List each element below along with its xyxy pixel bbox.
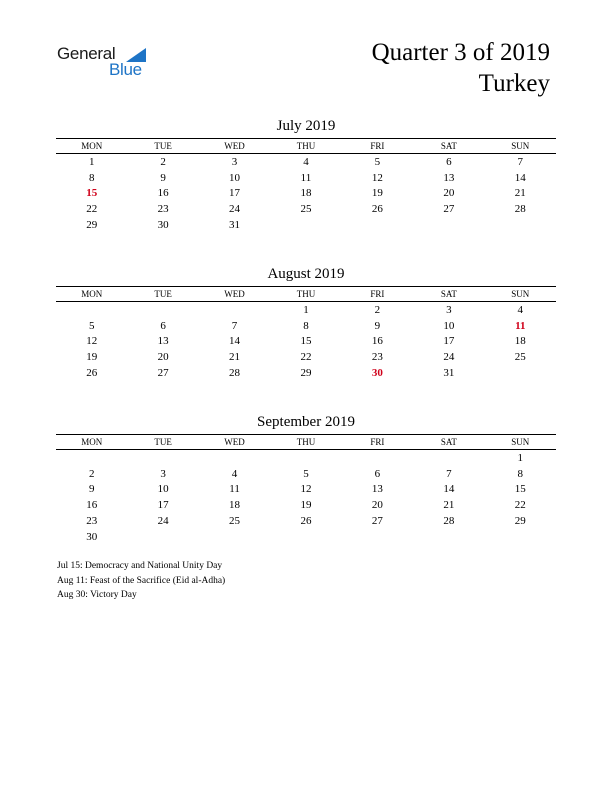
day-cell (342, 450, 413, 466)
month-block-august (56, 265, 556, 381)
day-cell (342, 529, 413, 545)
week-row (56, 513, 556, 529)
day-cell: 5 (303, 467, 309, 480)
weekday-header: SUN (485, 287, 556, 302)
day-cell: 4 (303, 155, 309, 168)
day-cell: 25 (514, 351, 526, 364)
day-cell: 6 (160, 319, 166, 332)
day-cell: 31 (443, 367, 455, 380)
day-cell: 16 (371, 335, 383, 348)
day-cell (413, 529, 484, 545)
weekday-header: MON (56, 435, 127, 450)
weekday-header: FRI (342, 139, 413, 154)
weekday-header: TUE (127, 287, 198, 302)
day-cell: 11 (300, 171, 312, 184)
holiday-notes (57, 559, 225, 603)
day-cell: 2 (160, 155, 166, 168)
day-cell: 23 (371, 351, 383, 364)
week-row (56, 170, 556, 186)
month-block-july (56, 117, 556, 233)
day-cell: 20 (443, 187, 455, 200)
logo-general-text: General (57, 44, 116, 63)
day-cell: 27 (157, 367, 169, 380)
weekday-header: SAT (413, 435, 484, 450)
month-block-september (56, 413, 556, 545)
day-cell: 19 (371, 187, 383, 200)
day-cell: 18 (229, 499, 241, 512)
day-cell: 30 (86, 530, 98, 543)
day-cell: 23 (86, 515, 98, 528)
day-cell: 7 (231, 319, 238, 332)
day-cell: 22 (514, 499, 526, 512)
day-cell: 2 (88, 467, 95, 480)
page-title-country: Turkey (478, 70, 550, 97)
day-cell (270, 529, 341, 545)
day-cell: 17 (157, 499, 169, 512)
day-cell: 10 (443, 319, 455, 332)
week-row (56, 482, 556, 498)
day-cell: 12 (86, 335, 98, 348)
day-cell: 14 (443, 483, 455, 496)
day-cell: 18 (514, 335, 526, 348)
day-cell (127, 450, 198, 466)
holiday-note: Jul 15: Democracy and National Unity Day (57, 561, 223, 571)
day-cell (485, 529, 556, 545)
day-cell: 19 (86, 351, 98, 364)
week-row (56, 349, 556, 365)
day-cell (485, 217, 556, 233)
day-cell: 11 (229, 483, 240, 496)
day-cell: 16 (157, 187, 169, 200)
logo-blue-text: Blue (109, 60, 142, 79)
day-cell: 21 (514, 187, 526, 200)
weekday-header: THU (270, 435, 341, 450)
weekday-header: TUE (127, 139, 198, 154)
day-cell: 25 (300, 203, 312, 216)
day-cell: 12 (371, 171, 383, 184)
weekday-header: MON (56, 139, 127, 154)
weekday-header: THU (270, 287, 341, 302)
month-title: July 2019 (276, 118, 336, 134)
day-cell: 14 (229, 335, 241, 348)
day-cell: 13 (443, 171, 455, 184)
week-row (56, 154, 556, 170)
logo (57, 44, 177, 84)
day-cell: 19 (300, 499, 312, 512)
day-cell: 24 (443, 351, 455, 364)
day-cell: 4 (517, 303, 524, 316)
weekday-header: MON (56, 287, 127, 302)
day-cell (199, 450, 270, 466)
weekday-header: FRI (342, 287, 413, 302)
day-cell: 26 (371, 203, 383, 216)
day-cell: 27 (371, 515, 383, 528)
day-cell (342, 217, 413, 233)
day-cell: 5 (374, 155, 381, 168)
week-row (56, 365, 556, 381)
weekday-header: WED (199, 139, 270, 154)
day-cell: 28 (514, 203, 526, 216)
day-cell: 21 (443, 499, 455, 512)
week-row (56, 186, 556, 202)
holiday-day-cell: 15 (86, 187, 98, 200)
day-cell: 29 (300, 367, 312, 380)
day-cell (199, 302, 270, 318)
day-cell: 17 (229, 187, 241, 200)
day-cell (413, 217, 484, 233)
weekday-header-row (56, 287, 556, 302)
day-cell: 9 (374, 319, 381, 332)
day-cell: 28 (229, 367, 241, 380)
page-title-quarter: Quarter 3 of 2019 (371, 39, 550, 66)
day-cell: 27 (443, 203, 455, 216)
month-calendar-table (56, 434, 556, 545)
week-row (56, 217, 556, 233)
day-cell: 5 (88, 319, 95, 332)
week-row (56, 497, 556, 513)
day-cell: 3 (446, 303, 452, 316)
weekday-header: SAT (413, 287, 484, 302)
day-cell: 12 (300, 483, 312, 496)
day-cell (56, 450, 127, 466)
day-cell (270, 217, 341, 233)
day-cell: 17 (443, 335, 455, 348)
day-cell: 15 (514, 483, 526, 496)
day-cell: 4 (231, 467, 238, 480)
day-cell: 1 (303, 303, 309, 316)
day-cell: 10 (229, 171, 241, 184)
day-cell: 2 (374, 303, 381, 316)
day-cell: 3 (160, 467, 166, 480)
day-cell: 8 (88, 171, 95, 184)
day-cell: 7 (446, 467, 452, 480)
weekday-header: SUN (485, 435, 556, 450)
day-cell: 1 (517, 451, 524, 464)
day-cell: 22 (300, 351, 312, 364)
day-cell: 13 (371, 483, 383, 496)
week-row (56, 201, 556, 217)
weekday-header: SAT (413, 139, 484, 154)
page-title (372, 37, 550, 99)
week-row (56, 529, 556, 545)
day-cell: 21 (229, 351, 241, 364)
week-row (56, 318, 556, 334)
day-cell (127, 529, 198, 545)
day-cell (413, 450, 484, 466)
day-cell: 7 (517, 155, 524, 168)
day-cell: 13 (157, 335, 169, 348)
day-cell: 23 (157, 203, 169, 216)
weekday-header: WED (199, 435, 270, 450)
holiday-day-cell: 30 (371, 367, 383, 380)
day-cell: 9 (88, 483, 95, 496)
week-row (56, 466, 556, 482)
month-title: September 2019 (257, 414, 355, 430)
month-calendar-table (56, 286, 556, 381)
day-cell: 26 (86, 367, 98, 380)
day-cell: 20 (371, 499, 383, 512)
weekday-header: THU (270, 139, 341, 154)
day-cell: 26 (300, 515, 312, 528)
week-row (56, 302, 556, 318)
day-cell: 8 (303, 319, 309, 332)
weekday-header: SUN (485, 139, 556, 154)
weekday-header: WED (199, 287, 270, 302)
day-cell: 29 (86, 219, 98, 232)
day-cell: 15 (300, 335, 312, 348)
day-cell: 14 (514, 171, 526, 184)
weekday-header-row (56, 435, 556, 450)
day-cell: 3 (231, 155, 238, 168)
day-cell: 8 (517, 467, 524, 480)
day-cell: 31 (229, 219, 241, 232)
day-cell: 29 (514, 515, 526, 528)
day-cell: 28 (443, 515, 455, 528)
weekday-header: TUE (127, 435, 198, 450)
holiday-note: Aug 30: Victory Day (57, 590, 137, 600)
day-cell (56, 302, 127, 318)
week-row (56, 450, 556, 466)
day-cell (485, 365, 556, 381)
day-cell: 22 (86, 203, 98, 216)
day-cell (127, 302, 198, 318)
day-cell: 24 (157, 515, 169, 528)
holiday-note: Aug 11: Feast of the Sacrifice (Eid al-Adha) (57, 575, 226, 586)
day-cell: 20 (157, 351, 169, 364)
day-cell: 18 (300, 187, 312, 200)
day-cell: 16 (86, 499, 98, 512)
day-cell: 6 (374, 467, 381, 480)
weekday-header: FRI (342, 435, 413, 450)
holiday-day-cell: 11 (515, 319, 526, 332)
day-cell: 30 (157, 219, 169, 232)
day-cell: 10 (157, 483, 169, 496)
day-cell: 6 (446, 155, 452, 168)
month-calendar-table (56, 138, 556, 233)
day-cell: 9 (160, 171, 166, 184)
week-row (56, 334, 556, 350)
day-cell: 24 (229, 203, 241, 216)
month-title: August 2019 (267, 266, 345, 282)
weekday-header-row (56, 139, 556, 154)
day-cell: 1 (88, 155, 95, 168)
day-cell: 25 (229, 515, 241, 528)
day-cell (199, 529, 270, 545)
day-cell (270, 450, 341, 466)
